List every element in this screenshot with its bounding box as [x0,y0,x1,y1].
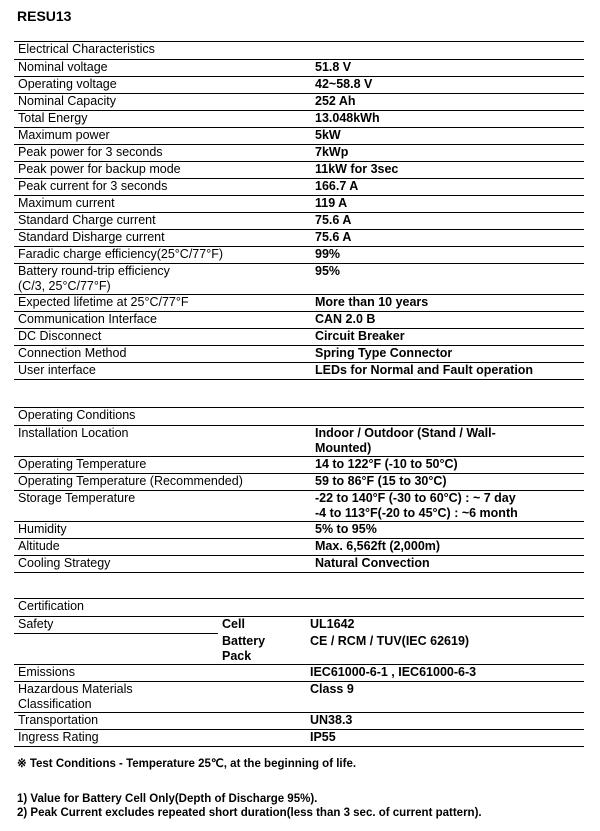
table-row [14,77,584,94]
certification-table [14,598,584,747]
row-value: Natural Convection [311,556,584,573]
row-label: Standard Charge current [14,213,311,230]
row-value: 13.048kWh [311,111,584,128]
section-header-operating: Operating Conditions [14,408,584,426]
row-value: CAN 2.0 B [311,312,584,329]
table-row [14,617,584,634]
row-value: LEDs for Normal and Fault operation [311,363,584,380]
table-row [14,712,584,729]
table-row [14,213,584,230]
row-label: Ingress Rating [14,729,218,746]
section-header-electrical: Electrical Characteristics [14,42,584,60]
test-conditions-note: ※ Test Conditions - Temperature 25℃, at the beginning of life. [17,758,357,770]
table-row [14,681,584,712]
operating-conditions-table [14,407,584,573]
row-value: UN38.3 [306,712,584,729]
table-row [14,94,584,111]
table-row [14,426,584,457]
row-value: -22 to 140°F (-30 to 60°C) : ~ 7 day -4 to 113°F(-20 to 45°C) : ~6 month [311,491,584,522]
row-value: 166.7 A [311,179,584,196]
table-row [14,162,584,179]
table-row [14,111,584,128]
row-label: Nominal Capacity [14,94,311,111]
table-row [14,474,584,491]
table-row [14,128,584,145]
safety-pack-label: Battery Pack [218,634,306,665]
row-label: Expected lifetime at 25°C/77°F [14,295,311,312]
electrical-characteristics-table [14,41,584,380]
row-value: 119 A [311,196,584,213]
row-label: Peak power for backup mode [14,162,311,179]
table-row [14,329,584,346]
table-row [14,179,584,196]
row-label: Connection Method [14,346,311,363]
table-row [14,60,584,77]
row-label: Total Energy [14,111,311,128]
table-row [14,247,584,264]
row-value: 59 to 86°F (15 to 30°C) [311,474,584,491]
safety-cell-value: UL1642 [310,617,355,631]
table-row [14,295,584,312]
row-value: Spring Type Connector [311,346,584,363]
table-row [14,729,584,746]
row-label: Storage Temperature [14,491,311,522]
row-label: Battery round-trip efficiency (C/3, 25°C/77°F) [14,264,311,295]
row-value: 252 Ah [311,94,584,111]
row-value: IEC61000-6-1 , IEC61000-6-3 [306,664,584,681]
row-label: Nominal voltage [14,60,311,77]
safety-label: Safety [14,617,218,634]
row-label: DC Disconnect [14,329,311,346]
table-row [14,664,584,681]
row-label: Hazardous Materials Classification [14,681,218,712]
footnote-1: 1) Value for Battery Cell Only(Depth of Discharge 95%). [17,793,318,805]
row-value: 75.6 A [311,230,584,247]
table-row [14,363,584,380]
row-label: Installation Location [14,426,311,457]
table-row [14,312,584,329]
row-sublabel [218,664,306,681]
row-value: 51.8 V [311,60,584,77]
row-label: Operating Temperature [14,457,311,474]
safety-pack-value: CE / RCM / TUV(IEC 62619) [306,634,584,665]
row-label: Peak power for 3 seconds [14,145,311,162]
table-row [14,196,584,213]
row-value: Max. 6,562ft (2,000m) [311,539,584,556]
row-sublabel [218,729,306,746]
table-row [14,346,584,363]
table-row [14,634,584,665]
row-label: Maximum power [14,128,311,145]
table-row [14,230,584,247]
row-value: 42~58.8 V [311,77,584,94]
row-value: 99% [311,247,584,264]
row-value: 11kW for 3sec [311,162,584,179]
row-value: Circuit Breaker [311,329,584,346]
row-label: Humidity [14,522,311,539]
row-value: 14 to 122°F (-10 to 50°C) [311,457,584,474]
row-sublabel [218,681,306,712]
row-label: Maximum current [14,196,311,213]
row-label: Peak current for 3 seconds [14,179,311,196]
row-label: Operating voltage [14,77,311,94]
table-row [14,491,584,522]
table-row [14,522,584,539]
row-value: 5% to 95% [311,522,584,539]
row-label: Emissions [14,664,218,681]
section-header-certification: Certification [14,599,584,617]
row-value: IP55 [306,729,584,746]
row-value: Indoor / Outdoor (Stand / Wall- Mounted) [311,426,584,457]
row-value: 75.6 A [311,213,584,230]
row-label: Standard Disharge current [14,230,311,247]
row-label: Faradic charge efficiency(25°C/77°F) [14,247,311,264]
row-value: 95% [311,264,584,295]
row-label: Cooling Strategy [14,556,311,573]
row-value: 5kW [311,128,584,145]
table-row [14,457,584,474]
row-sublabel [218,712,306,729]
table-row [14,145,584,162]
row-value: Class 9 [306,681,584,712]
row-label: User interface [14,363,311,380]
row-label: Altitude [14,539,311,556]
row-label: Communication Interface [14,312,311,329]
row-label: Transportation [14,712,218,729]
safety-cell-label: Cell [222,617,245,631]
document-title: RESU13 [17,8,72,24]
footnote-2: 2) Peak Current excludes repeated short duration(less than 3 sec. of current pattern). [17,807,482,819]
table-row [14,264,584,295]
table-row [14,556,584,573]
row-value: 7kWp [311,145,584,162]
table-row [14,539,584,556]
row-value: More than 10 years [311,295,584,312]
row-label: Operating Temperature (Recommended) [14,474,311,491]
